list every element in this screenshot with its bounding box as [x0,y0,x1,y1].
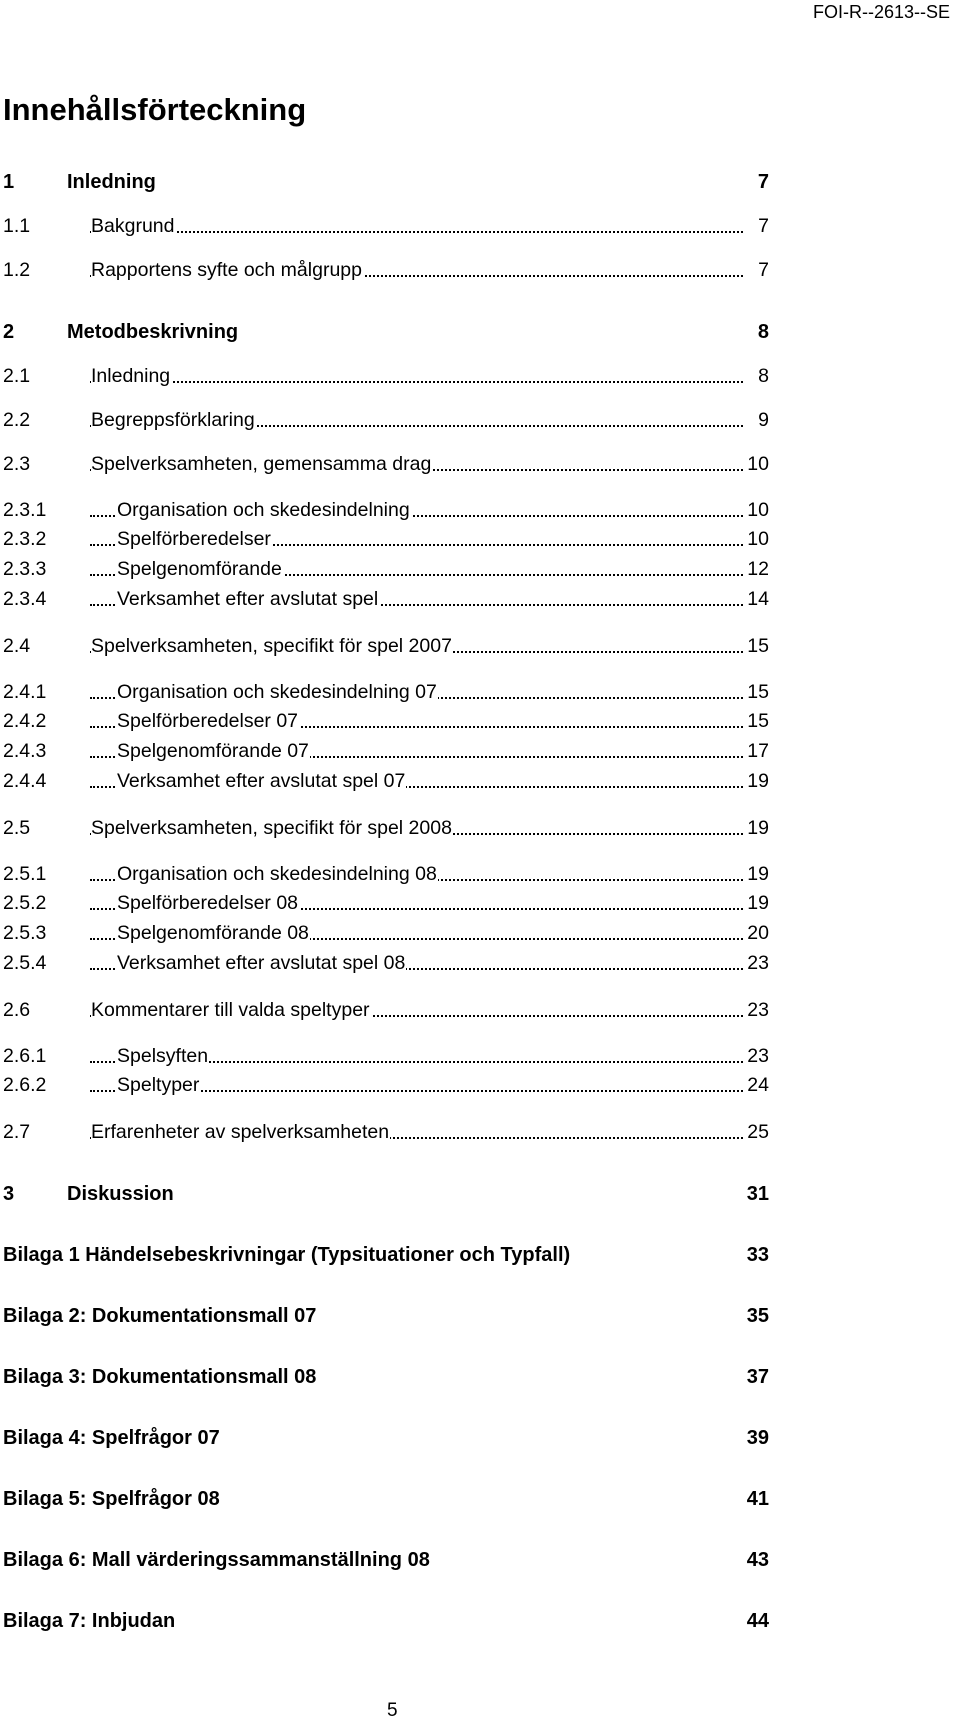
toc-entry-page: 37 [745,1363,769,1391]
toc-entry[interactable] [0,1180,769,1208]
toc-entry-title: Spelverksamheten, gemensamma drag [91,450,432,478]
toc-entry-page: 35 [745,1302,769,1330]
toc-entry[interactable] [0,767,769,795]
toc-entry[interactable] [0,814,769,842]
toc-entry-number: 1 [3,168,14,196]
toc-entry-page: 43 [745,1546,769,1574]
toc-entry-title: Spelsyften [117,1042,209,1070]
toc-entry-title: Spelförberedelser 08 [117,889,299,917]
toc-entry[interactable] [0,1071,769,1099]
toc-entry-page: 44 [745,1607,769,1635]
toc-entry-page: 15 [745,707,769,735]
toc-entry[interactable] [0,632,769,660]
toc-entry-number: 2.7 [3,1118,30,1146]
toc-entry-page: 17 [745,737,769,765]
toc-entry-title: Bakgrund [91,212,175,240]
toc-entry-number: 2.5.2 [3,889,46,917]
toc-entry-title: Organisation och skedesindelning 08 [117,860,438,888]
toc-entry[interactable] [0,496,769,524]
toc-entry[interactable] [0,860,769,888]
toc-entry-number: 2.6.2 [3,1071,46,1099]
toc-entry-page: 23 [745,1042,769,1070]
toc-entry[interactable] [0,949,769,977]
toc-entry-appendix[interactable] [0,1363,769,1391]
toc-entry[interactable] [0,919,769,947]
toc-entry-title: Spelverksamheten, specifikt för spel 2007 [91,632,453,660]
toc-entry-title: Organisation och skedesindelning 07 [117,678,438,706]
toc-entry[interactable] [0,889,769,917]
toc-entry-page: 19 [745,860,769,888]
toc-entry-title: Diskussion [67,1180,175,1208]
toc-entry[interactable] [0,996,769,1024]
toc-entry-number: 2.5.3 [3,919,46,947]
toc-entry-title: Speltyper [117,1071,200,1099]
toc-entry[interactable] [0,1118,769,1146]
toc-entry-number: 2.5.1 [3,860,46,888]
toc-entry-page: 20 [745,919,769,947]
toc-entry-title: Verksamhet efter avslutat spel [117,585,379,613]
toc-entry-title: Bilaga 3: Dokumentationsmall 08 [3,1363,316,1391]
toc-entry-number: 2.4.3 [3,737,46,765]
toc-entry[interactable] [0,585,769,613]
toc-entry-number: 2.3.1 [3,496,46,524]
toc-entry-number: 2.1 [3,362,30,390]
toc-entry-page: 12 [745,555,769,583]
toc-entry-page: 33 [745,1241,769,1269]
toc-entry-number: 3 [3,1180,14,1208]
toc-entry-number: 2.5 [3,814,30,842]
toc-entry-appendix[interactable] [0,1607,769,1635]
toc-entry-page: 14 [745,585,769,613]
toc-entry-title: Spelförberedelser 07 [117,707,299,735]
toc-entry[interactable] [0,256,769,284]
toc-entry[interactable] [0,406,769,434]
toc-entry-page: 25 [745,1118,769,1146]
toc-entry-title: Spelgenomförande 08 [117,919,310,947]
toc-entry-page: 15 [745,632,769,660]
toc-entry-title: Bilaga 4: Spelfrågor 07 [3,1424,220,1452]
dot-leader [90,381,743,383]
toc-entry-page: 23 [745,949,769,977]
toc-entry-title: Inledning [91,362,171,390]
toc-entry-title: Bilaga 7: Inbjudan [3,1607,175,1635]
toc-entry-page: 19 [745,889,769,917]
toc-entry-title: Spelförberedelser [117,525,272,553]
toc-entry-title: Verksamhet efter avslutat spel 08 [117,949,406,977]
toc-entry[interactable] [0,318,769,346]
toc-entry-number: 2.6.1 [3,1042,46,1070]
toc-entry-number: 2.4.1 [3,678,46,706]
toc-entry-number: 1.2 [3,256,30,284]
toc-entry-title: Begreppsförklaring [91,406,256,434]
toc-entry-page: 10 [745,496,769,524]
toc-entry-appendix[interactable] [0,1424,769,1452]
toc-entry-page: 19 [745,814,769,842]
toc-entry-page: 39 [745,1424,769,1452]
toc-entry[interactable] [0,450,769,478]
toc-entry-title: Spelverksamheten, specifikt för spel 2008 [91,814,453,842]
toc-entry[interactable] [0,737,769,765]
toc-entry-number: 2 [3,318,14,346]
toc-entry-title: Bilaga 1 Händelsebeskrivningar (Typsituationer och Typfall) [3,1241,570,1269]
page-title: Innehållsförteckning [3,92,307,127]
toc-entry-appendix[interactable] [0,1241,769,1269]
toc-entry-title: Bilaga 5: Spelfrågor 08 [3,1485,220,1513]
toc-entry[interactable] [0,168,769,196]
toc-entry-page: 24 [745,1071,769,1099]
toc-entry-title: Spelgenomförande [117,555,283,583]
toc-entry-number: 2.4.2 [3,707,46,735]
toc-entry-page: 10 [745,525,769,553]
toc-entry-number: 2.3.4 [3,585,46,613]
toc-entry-page: 8 [756,362,769,390]
toc-entry-appendix[interactable] [0,1302,769,1330]
toc-entry-page: 31 [745,1180,769,1208]
document-code: FOI-R--2613--SE [812,2,950,22]
toc-entry-page: 15 [745,678,769,706]
toc-entry-page: 8 [756,318,769,346]
toc-entry-title: Metodbeskrivning [67,318,239,346]
toc-entry-title: Bilaga 6: Mall värderingssammanställning 08 [3,1546,430,1574]
toc-entry[interactable] [0,678,769,706]
toc-entry[interactable] [0,525,769,553]
toc-entry-title: Erfarenheter av spelverksamheten [91,1118,390,1146]
toc-entry[interactable] [0,707,769,735]
toc-entry-page: 9 [756,406,769,434]
toc-entry[interactable] [0,1042,769,1070]
toc-entry-page: 10 [745,450,769,478]
page-number: 5 [387,1700,398,1721]
toc-entry-number: 2.5.4 [3,949,46,977]
toc-entry-page: 19 [745,767,769,795]
toc-entry-appendix[interactable] [0,1485,769,1513]
toc-entry-page: 7 [756,168,769,196]
toc-entry-number: 2.2 [3,406,30,434]
toc-entry-title: Bilaga 2: Dokumentationsmall 07 [3,1302,316,1330]
toc-entry-page: 7 [756,256,769,284]
toc-entry-title: Kommentarer till valda speltyper [91,996,371,1024]
toc-entry-title: Spelgenomförande 07 [117,737,310,765]
toc-entry-number: 2.3.3 [3,555,46,583]
toc-entry-number: 2.4.4 [3,767,46,795]
toc-entry[interactable] [0,555,769,583]
toc-entry-page: 7 [756,212,769,240]
toc-entry-page: 41 [745,1485,769,1513]
toc-entry-number: 1.1 [3,212,30,240]
toc-entry-title: Inledning [67,168,157,196]
dot-leader [90,231,743,233]
toc-entry-title: Rapportens syfte och målgrupp [91,256,363,284]
toc-entry-title: Organisation och skedesindelning [117,496,411,524]
toc-entry-title: Verksamhet efter avslutat spel 07 [117,767,406,795]
toc-entry-number: 2.3.2 [3,525,46,553]
toc-entry-appendix[interactable] [0,1546,769,1574]
toc-entry-page: 23 [745,996,769,1024]
toc-entry-number: 2.6 [3,996,30,1024]
toc-entry-number: 2.4 [3,632,30,660]
toc-entry[interactable] [0,212,769,240]
toc-entry[interactable] [0,362,769,390]
toc-entry-number: 2.3 [3,450,30,478]
